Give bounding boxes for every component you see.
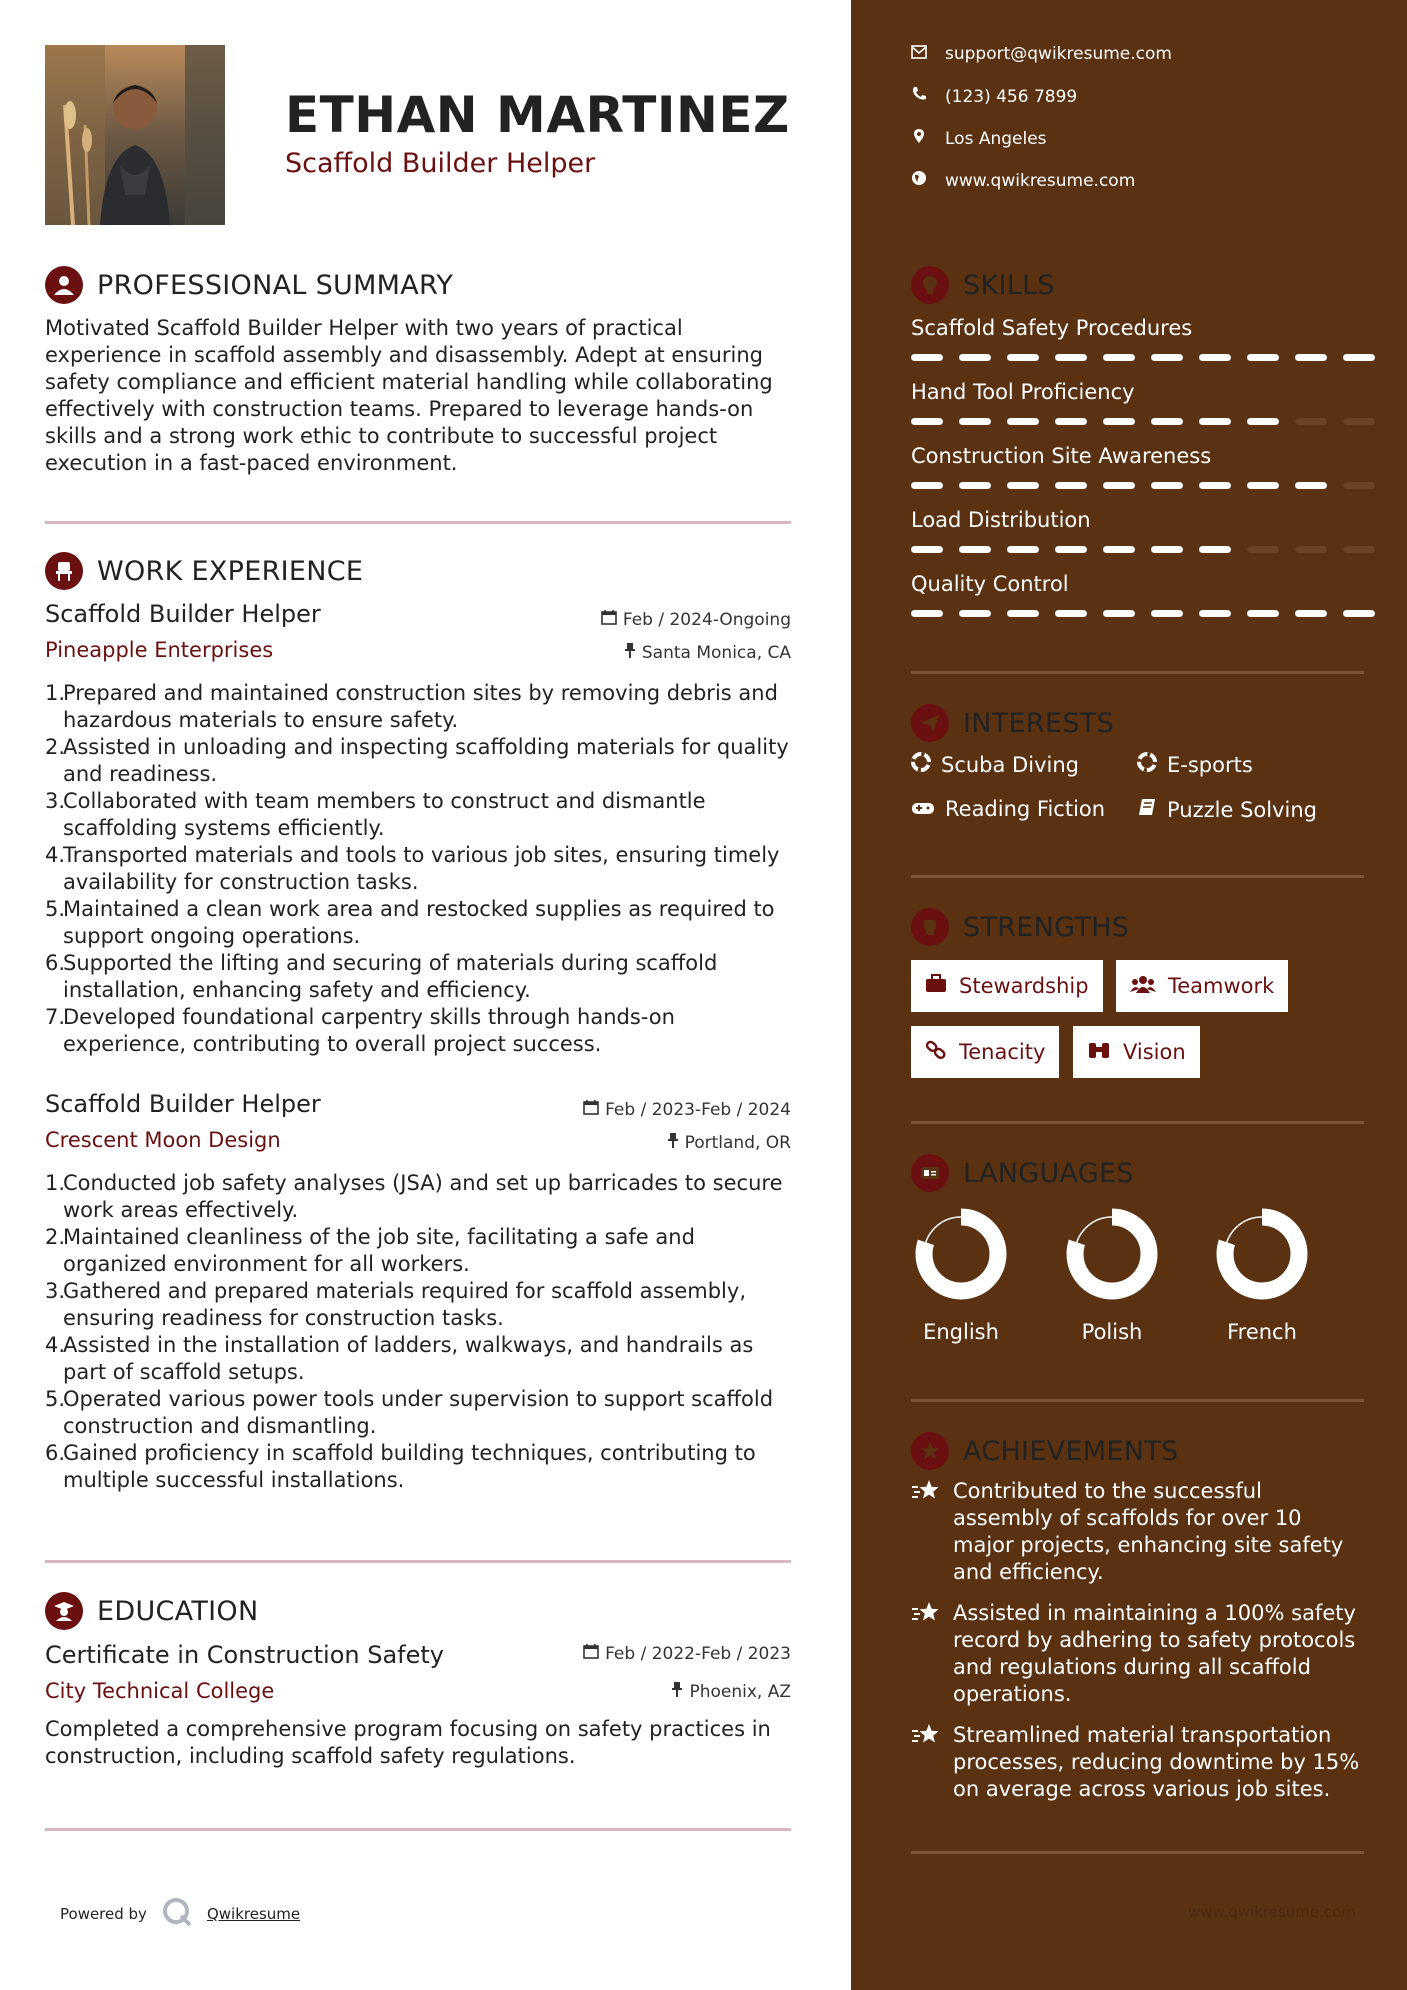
skill-level-segment [1295,546,1327,553]
users-icon [1130,974,1156,999]
job-company: Crescent Moon Design [45,1128,281,1152]
achievement-text: Streamlined material transportation processes, reducing downtime by 15% on average across various job sites. [953,1723,1360,1801]
contact-location-text: Los Angeles [945,128,1047,149]
star-icon [911,1600,941,1708]
skill-level-bar [911,546,1375,553]
skill-level-segment [959,482,991,489]
achievements-heading [911,1432,1179,1470]
skill-level-segment [1103,610,1135,617]
skill-level-segment [911,610,943,617]
contact-website-text: www.qwikresume.com [945,170,1136,191]
job-title: Scaffold Builder Helper [45,1090,321,1118]
duty-text: Gained proficiency in scaffold building techniques, contributing to multiple successful installations. [63,1441,756,1492]
duty-text: Prepared and maintained construction sites by removing debris and hazardous materials to ensure safety. [63,681,778,732]
duty-item [45,680,790,734]
link-icon [925,1040,947,1065]
duty-text: Gathered and prepared materials required for scaffold assembly, ensuring readiness for construction tasks. [63,1279,746,1330]
interest-item [1137,752,1253,777]
skill-level-segment [1007,482,1039,489]
contact-email-text: support@qwikresume.com [945,44,1172,64]
strengths-title: STRENGTHS [963,911,1130,943]
duty-number: 4. [45,843,66,867]
footer-powered [60,1896,300,1932]
achievement-item [911,1600,1371,1708]
duty-item [45,734,790,788]
skill-level-segment [1055,482,1087,489]
duty-number: 2. [45,1225,66,1249]
skills-title: SKILLS [963,269,1055,301]
interests-title: INTERESTS [963,707,1115,739]
briefcase-icon [925,974,947,999]
duty-item [45,1386,790,1440]
achievement-text: Contributed to the successful assembly of scaffolds for over 10 major projects, enhancing site safety and efficiency. [953,1479,1344,1584]
calendar-icon [601,609,617,630]
job-duties-list [45,680,790,1058]
skill-level-segment [1055,546,1087,553]
duty-item [45,896,790,950]
footer-site: www.qwikresume.com [1188,1903,1356,1921]
skill-level-segment [1103,418,1135,425]
skill-level-segment [1247,546,1279,553]
education-text: Completed a comprehensive program focusing on safety practices in construction, including scaffold safety regulations. [45,1717,771,1768]
divider [911,1399,1364,1402]
duty-number: 1. [45,681,66,705]
job-company: Pineapple Enterprises [45,638,274,662]
language-level-ring [1066,1208,1158,1300]
skill-level-segment [1103,546,1135,553]
skill-level-segment [911,418,943,425]
achievement-item [911,1722,1371,1803]
skill-level-segment [1247,610,1279,617]
fist-icon [911,908,949,946]
skill-level-bar [911,418,1375,425]
skill-level-segment [1343,354,1375,361]
duty-text: Assisted in unloading and inspecting scaffolding materials for quality and readiness. [63,735,789,786]
job-date-text: Feb / 2024-Ongoing [622,609,791,630]
divider [911,671,1364,674]
divider [911,875,1364,878]
duty-item [45,1440,790,1494]
school-name: City Technical College [45,1679,275,1703]
interests-heading [911,704,1114,742]
interest-item [911,797,1105,821]
duty-text: Maintained a clean work area and restocked supplies as required to support ongoing operations. [63,897,775,948]
lifebuoy-icon [1137,752,1157,777]
languages-heading [911,1154,1134,1192]
summary-text: Motivated Scaffold Builder Helper with two years of practical experience in scaffold assembly and disassembly. Adept at ensuring safety compliance and efficient material handling while collaborating effectively with construction teams. Prepared to leverage hands-on skills and a strong work ethic to contribute to successful project execution in a fast-paced environment. [45,316,773,475]
skill-name: Quality Control [911,572,1069,596]
duty-item [45,1170,790,1224]
lifebuoy-icon [911,752,931,777]
education-date-text: Feb / 2022-Feb / 2023 [605,1643,791,1664]
skill-level-segment [1151,418,1183,425]
strength-label: Vision [1123,1040,1186,1064]
skill-level-segment [1343,418,1375,425]
interest-label: E-sports [1167,752,1253,777]
skill-level-segment [1199,354,1231,361]
skill-level-segment [1007,546,1039,553]
skill-level-segment [1151,610,1183,617]
duty-number: 3. [45,1279,66,1303]
job-date [601,609,791,630]
divider [911,1121,1364,1124]
qwikresume-logo-icon [161,1896,193,1932]
strength-label: Teamwork [1168,974,1275,998]
user-icon [45,266,83,304]
powered-by-label: Powered by [60,1905,147,1923]
job-title: Scaffold Builder Helper [45,600,321,628]
job-location [624,642,791,663]
skill-level-segment [1247,482,1279,489]
duty-number: 3. [45,789,66,813]
skill-level-segment [1295,610,1327,617]
skill-level-segment [1007,418,1039,425]
summary-title: PROFESSIONAL SUMMARY [97,269,454,301]
skill-level-segment [1343,610,1375,617]
skill-level-segment [1151,354,1183,361]
binoculars-icon [1087,1040,1111,1065]
skill-level-segment [959,546,991,553]
education-location [671,1681,791,1702]
language-level-ring [915,1208,1007,1300]
achievement-text: Assisted in maintaining a 100% safety record by adhering to safety protocols and regulations during all scaffold operations. [953,1601,1356,1706]
strength-chip [1073,1026,1200,1078]
skill-level-segment [1103,482,1135,489]
job-location-text: Santa Monica, CA [641,642,791,663]
skill-level-segment [1343,546,1375,553]
calendar-icon [583,1643,599,1664]
duty-item [45,842,790,896]
skill-level-segment [1247,418,1279,425]
duty-number: 6. [45,1441,66,1465]
interest-item [1137,797,1317,822]
skill-level-segment [1007,354,1039,361]
skill-level-segment [1055,610,1087,617]
duty-number: 7. [45,1005,66,1029]
duty-number: 4. [45,1333,66,1357]
duty-item [45,1332,790,1386]
interest-item [911,752,1079,777]
contact-email[interactable] [911,44,1172,64]
education-title: EDUCATION [97,1595,259,1627]
contact-phone-text: (123) 456 7899 [945,86,1078,107]
book-icon [1137,797,1157,822]
divider [45,1560,791,1563]
candidate-role: Scaffold Builder Helper [285,148,596,179]
chair-icon [45,552,83,590]
contact-website[interactable] [911,170,1135,191]
duty-item [45,1004,790,1058]
skill-level-segment [1199,546,1231,553]
language-name: French [1227,1320,1297,1344]
globe-icon [911,170,927,191]
strength-label: Stewardship [959,974,1089,998]
skill-level-segment [911,546,943,553]
duty-number: 5. [45,1387,66,1411]
education-heading [45,1592,258,1630]
job-location [667,1132,791,1153]
duty-item [45,950,790,1004]
translate-icon [911,1154,949,1192]
skill-level-segment [959,610,991,617]
duty-text: Conducted job safety analyses (JSA) and set up barricades to secure work areas effectively. [63,1171,783,1222]
calendar-icon [583,1099,599,1120]
graduate-icon [45,1592,83,1630]
skill-level-bar [911,482,1375,489]
skill-level-segment [1151,546,1183,553]
education-location-text: Phoenix, AZ [689,1681,791,1702]
skill-level-bar [911,354,1375,361]
duty-item [45,788,790,842]
duty-text: Maintained cleanliness of the job site, facilitating a safe and organized environment for all workers. [63,1225,695,1276]
degree-title: Certificate in Construction Safety [45,1641,445,1669]
candidate-name: ETHAN MARTINEZ [285,86,790,144]
duty-number: 1. [45,1171,66,1195]
skill-level-segment [1151,482,1183,489]
pin-icon [624,642,636,663]
skill-level-segment [959,418,991,425]
skills-heading [911,266,1055,304]
paper-plane-icon [911,704,949,742]
divider [45,1828,791,1831]
strength-chip [1116,960,1288,1012]
strength-chip [911,1026,1059,1078]
strength-chip [911,960,1103,1012]
gamepad-icon [911,797,935,821]
skill-level-bar [911,610,1375,617]
duty-number: 2. [45,735,66,759]
duty-item [45,1278,790,1332]
skill-level-segment [1199,482,1231,489]
experience-heading [45,552,363,590]
skill-name: Construction Site Awareness [911,444,1212,468]
pin-icon [671,1681,683,1702]
strengths-heading [911,908,1129,946]
duty-text: Supported the lifting and securing of materials during scaffold installation, enhancing safety and efficiency. [63,951,718,1002]
skill-level-segment [1007,610,1039,617]
contact-location [911,128,1047,149]
languages-title: LANGUAGES [963,1157,1134,1189]
duty-text: Collaborated with team members to construct and dismantle scaffolding systems efficiently. [63,789,706,840]
job-date [583,1099,791,1120]
duty-text: Developed foundational carpentry skills through hands-on experience, contributing to overall project success. [63,1005,675,1056]
skill-level-segment [1055,418,1087,425]
job-date-text: Feb / 2023-Feb / 2024 [605,1099,791,1120]
skill-level-segment [959,354,991,361]
skill-level-segment [1247,354,1279,361]
summary-heading [45,266,453,304]
duty-number: 5. [45,897,66,921]
interest-label: Puzzle Solving [1167,797,1317,822]
achievement-item [911,1478,1371,1586]
skill-level-segment [1199,610,1231,617]
duty-number: 6. [45,951,66,975]
skill-level-segment [1199,418,1231,425]
skill-level-segment [1295,354,1327,361]
skill-level-segment [1055,354,1087,361]
job-duties-list [45,1170,790,1494]
lightbulb-icon [911,266,949,304]
contact-phone[interactable] [911,86,1077,107]
language-name: Polish [1081,1320,1143,1344]
qwikresume-link[interactable]: Qwikresume [206,1905,301,1923]
map-marker-icon [911,128,927,149]
star-icon [911,1478,941,1586]
experience-title: WORK EXPERIENCE [97,555,364,587]
profile-photo [45,45,225,225]
duty-text: Operated various power tools under supervision to support scaffold construction and dismantling. [63,1387,774,1438]
skill-level-segment [911,354,943,361]
duty-text: Transported materials and tools to various job sites, ensuring timely availability for construction tasks. [63,843,780,894]
skill-level-segment [1103,354,1135,361]
skill-name: Scaffold Safety Procedures [911,316,1193,340]
envelope-icon [911,44,927,64]
job-location-text: Portland, OR [684,1132,791,1153]
skill-level-segment [1343,482,1375,489]
education-date [583,1643,791,1664]
phone-icon [911,86,927,107]
divider [45,521,791,524]
skill-level-segment [911,482,943,489]
star-icon [911,1722,941,1803]
skill-level-segment [1295,482,1327,489]
divider [911,1851,1364,1854]
language-level-ring [1216,1208,1308,1300]
language-name: English [923,1320,999,1344]
interest-label: Reading Fiction [945,797,1106,821]
interest-label: Scuba Diving [941,752,1079,777]
skill-name: Load Distribution [911,508,1091,532]
star-badge-icon [911,1432,949,1470]
strength-label: Tenacity [959,1040,1046,1064]
achievements-title: ACHIEVEMENTS [963,1435,1179,1467]
skill-level-segment [1295,418,1327,425]
pin-icon [667,1132,679,1153]
duty-text: Assisted in the installation of ladders, walkways, and handrails as part of scaffold setups. [63,1333,754,1384]
duty-item [45,1224,790,1278]
skill-name: Hand Tool Proficiency [911,380,1135,404]
